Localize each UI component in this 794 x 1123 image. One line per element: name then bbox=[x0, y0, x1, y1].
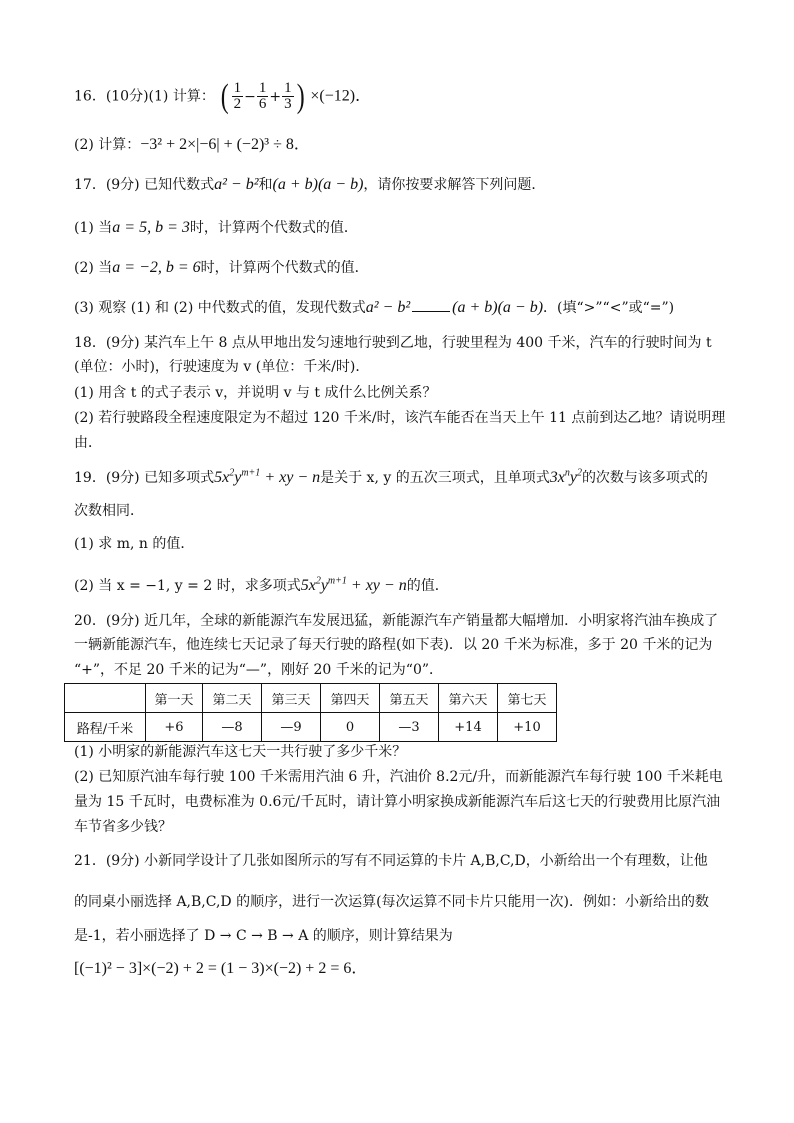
q20-line1: 20．(9分) 近几年，全球的新能源汽车发展迅猛，新能源汽车产销量都大幅增加．小明家将汽油车换成了 bbox=[74, 613, 719, 629]
q21-line3: 是-1，若小丽选择了 D → C → B → A 的顺序，则计算结果为 bbox=[74, 928, 453, 944]
table-row-label: 路程/千米 bbox=[65, 713, 146, 742]
mileage-table bbox=[64, 683, 557, 742]
q17-part3: (3) 观察 (1) 和 (2) 中代数式的值，发现代数式a² − b² (a + b)(a − b)．(填“>”“<”或“=”) bbox=[74, 299, 675, 316]
q16-part1: 16．(10分)(1) 计算： ( $\frac{1}{2}$ − $\frac{1}{6}$ + $\frac{1}{3}$ ) ×(−12)． bbox=[74, 77, 372, 115]
monomial: $3x^ny^2$ bbox=[549, 467, 582, 486]
table-cell: —3 bbox=[380, 713, 439, 742]
table-cell: 第一天 bbox=[146, 684, 203, 713]
q18-line4: (2) 若行驶路段全程速度限定为不超过 120 千米/时，该汽车能否在当天上午 11 点前到达乙地？请说明理 bbox=[74, 410, 726, 426]
table-cell: 第五天 bbox=[380, 684, 439, 713]
q19-line2: 次数相同． bbox=[74, 503, 144, 519]
q18-line2: (单位：小时)，行驶速度为 v (单位：千米/时)． bbox=[74, 359, 370, 375]
q21-example-calculation: [(−1)² − 3]×(−2) + 2 = (1 − 3)×(−2) + 2 = 6． bbox=[74, 960, 368, 977]
q18-line5: 由． bbox=[74, 435, 102, 451]
q20-part2-line2: 量为 15 千瓦时，电费标准为 0.6元/千瓦时，请计算小明家换成新能源汽车后这七天的行驶费用比原汽油 bbox=[74, 794, 721, 810]
answer-blank[interactable] bbox=[412, 297, 450, 312]
q19-line3: (1) 求 m, n 的值． bbox=[74, 536, 195, 552]
table-cell: 第三天 bbox=[262, 684, 321, 713]
q18-line1: 18．(9分) 某汽车上午 8 点从甲地出发匀速地行驶到乙地，行驶里程为 400 千米，汽车的行驶时间为 t bbox=[74, 335, 712, 351]
q16-part2: (2) 计算：−3² + 2×|−6| + (−2)³ ÷ 8． bbox=[74, 136, 310, 153]
q17-part1: (1) 当a = 5, b = 3时，计算两个代数式的值． bbox=[74, 219, 358, 236]
table-cell: 第二天 bbox=[203, 684, 262, 713]
q19-line1: 19．(9分) 已知多项式$5x^2y^{m+1}$ + xy − n是关于 x, y 的五次三项式，且单项式$3x^ny^2$的次数与该多项式的 bbox=[74, 467, 708, 486]
q17-part2: (2) 当a = −2, b = 6时，计算两个代数式的值． bbox=[74, 259, 369, 276]
table-row bbox=[65, 713, 557, 742]
table-cell: 第四天 bbox=[321, 684, 380, 713]
table-cell: 0 bbox=[321, 713, 380, 742]
table-cell: —8 bbox=[203, 713, 262, 742]
table-header-row bbox=[65, 684, 557, 713]
q21-line1: 21．(9分) 小新同学设计了几张如图所示的写有不同运算的卡片 A,B,C,D，小新给出一个有理数，让他 bbox=[74, 853, 708, 869]
table-cell: —9 bbox=[262, 713, 321, 742]
q20-part2-line1: (2) 已知原汽油车每行驶 100 千米需用汽油 6 升，汽油价 8.2元/升，而新能源汽车每行驶 100 千米耗电 bbox=[74, 769, 723, 785]
q21-line2: 的同桌小丽选择 A,B,C,D 的顺序，进行一次运算(每次运算不同卡片只能用一次)．例如：小新给出的数 bbox=[74, 894, 710, 910]
q19-line4: (2) 当 x = −1, y = 2 时，求多项式$5x^2y^{m+1}$ + xy − n的值． bbox=[74, 575, 449, 594]
q20-part2-line3: 车节省多少钱？ bbox=[74, 819, 172, 835]
q18-line3: (1) 用含 t 的式子表示 v，并说明 v 与 t 成什么比例关系？ bbox=[74, 385, 437, 401]
table-cell: 第七天 bbox=[498, 684, 557, 713]
table-cell bbox=[65, 684, 146, 713]
polynomial: $5x^2y^{m+1}$ + xy − n bbox=[214, 467, 321, 486]
table-cell: +10 bbox=[498, 713, 557, 742]
q20-line3: “+”，不足 20 千米的记为“—”，刚好 20 千米的记为“0”． bbox=[74, 662, 444, 678]
q20-part1: (1) 小明家的新能源汽车这七天一共行驶了多少千米？ bbox=[74, 744, 407, 760]
table-cell: 第六天 bbox=[439, 684, 498, 713]
table-cell: +14 bbox=[439, 713, 498, 742]
polynomial: $5x^2y^{m+1}$ + xy − n bbox=[300, 575, 407, 594]
q20-line2: 一辆新能源汽车，他连续七天记录了每天行驶的路程(如下表)．以 20 千米为标准，多于 20 千米的记为 bbox=[74, 637, 713, 653]
q17-intro: 17．(9分) 已知代数式a² − b²和(a + b)(a − b)，请你按要求解答下列问题． bbox=[74, 176, 546, 193]
table-cell: +6 bbox=[146, 713, 203, 742]
q16-fraction-expression: ( $\frac{1}{2}$ − $\frac{1}{6}$ + $\frac{1}{3}$ ) bbox=[220, 77, 305, 115]
